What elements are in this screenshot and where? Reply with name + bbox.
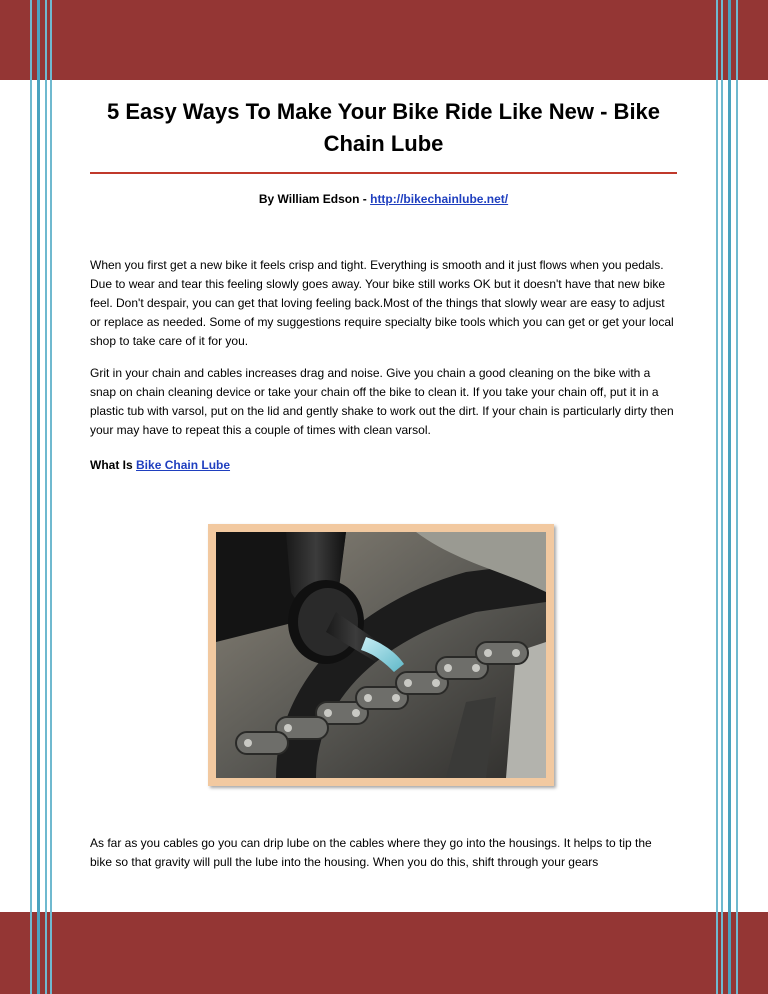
paragraph: As far as you cables go you can drip lube on the cables where they go into the housings. It helps to tip the bike so that gravity will pull the lube into the housing. When you do this, shift through your gears	[90, 836, 652, 869]
left-stripe	[37, 0, 40, 994]
right-stripe	[728, 0, 731, 994]
photo-frame	[208, 524, 554, 786]
byline-author: By William Edson -	[258, 192, 371, 206]
section-heading-prefix: What Is	[90, 458, 137, 472]
byline-link[interactable]: http://bikechainlube.net/	[370, 192, 509, 206]
bike-chain-photo	[216, 532, 546, 778]
footer-band	[0, 912, 768, 994]
paragraph: When you first get a new bike it feels crisp and tight. Everything is smooth and it just flows when you pedals. Due to wear and tear this feeling slowly goes away. Your bike still works OK but it doesn't have that new bike feel. Don't despair, you can get that loving feeling back.Most of the things that slowly wear are easy to adjust or replace as needed. Some of my suggestions require specialty bike tools which you can get or get your local shop to take care of it for you.	[90, 258, 674, 348]
section-heading	[90, 458, 230, 472]
header-band	[0, 0, 768, 80]
title-rule	[90, 172, 677, 174]
bike-chain-lube-link[interactable]: Bike Chain Lube	[136, 458, 231, 472]
paragraph: Grit in your chain and cables increases drag and noise. Give you chain a good cleaning on the bike with a snap on chain cleaning device or take your chain off the bike to clean it. If you take your chain off, put it in a plastic tub with varsol, put on the lid and gently shake to work out the dirt. If your chain is particularly dirty then your may have to repeat this a couple of times with clean varsol.	[90, 366, 674, 437]
left-stripe	[50, 0, 52, 994]
left-stripe	[45, 0, 47, 994]
right-stripe	[721, 0, 723, 994]
document-title: 5 Easy Ways To Make Your Bike Ride Like New - Bike Chain Lube	[106, 99, 661, 156]
document-page	[90, 80, 677, 912]
left-stripe	[30, 0, 32, 994]
right-stripe	[716, 0, 718, 994]
byline	[90, 192, 677, 206]
right-stripe	[736, 0, 738, 994]
